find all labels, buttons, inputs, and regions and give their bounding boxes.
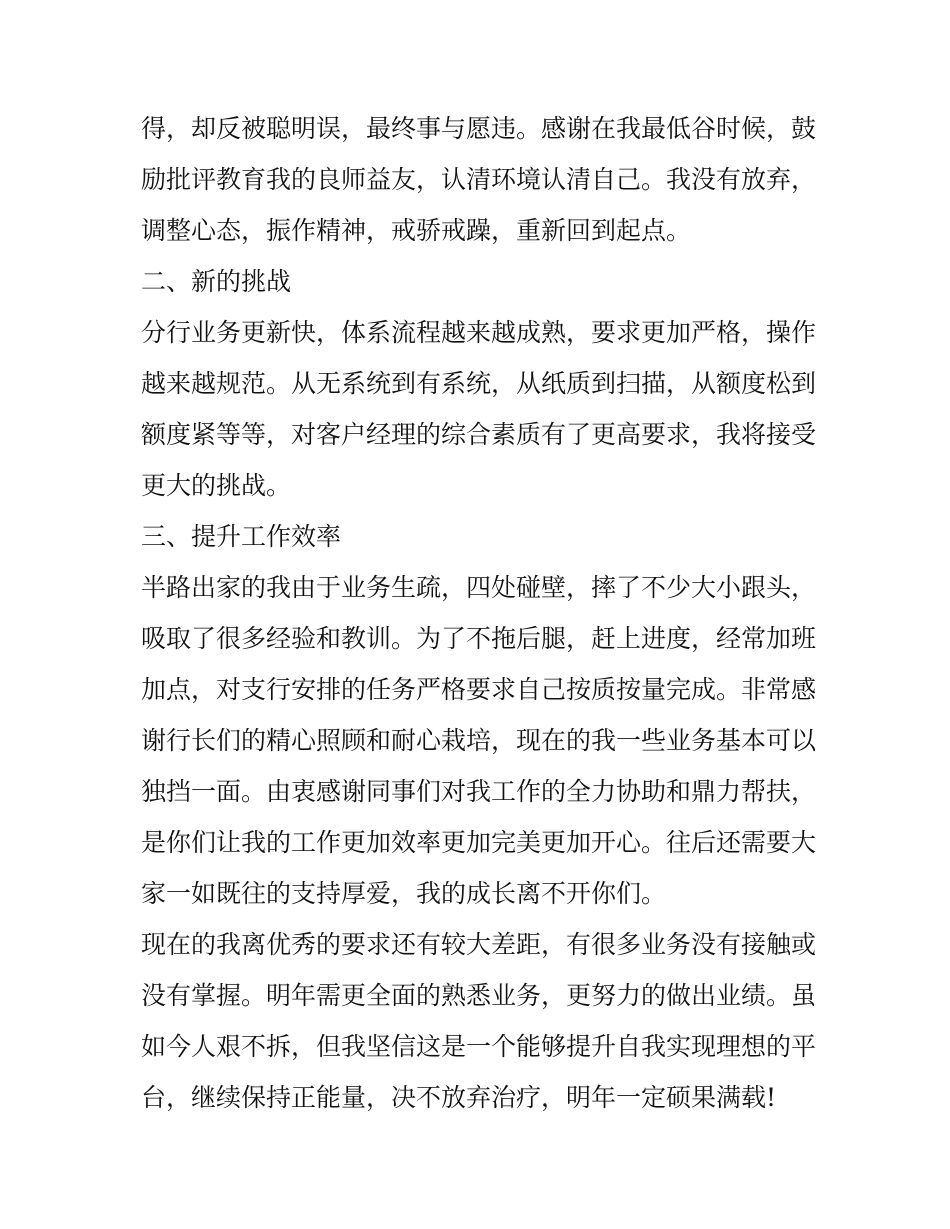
text-line: 励批评教育我的良师益友，认清环境认清自己。我没有放弃， (141, 165, 817, 194)
text-line: 谢行长们的精心照顾和耐心栽培，现在的我一些业务基本可以 (141, 726, 817, 755)
text-line: 台，继续保持正能量，决不放弃治疗，明年一定硕果满载! (141, 1083, 777, 1112)
text-line: 半路出家的我由于业务生疏，四处碰壁，摔了不少大小跟头， (141, 573, 817, 602)
text-line: 家一如既往的支持厚爱，我的成长离不开你们。 (141, 879, 667, 908)
text-line: 额度紧等等，对客户经理的综合素质有了更高要求，我将接受 (141, 420, 817, 449)
text-line: 加点，对支行安排的任务严格要求自己按质按量完成。非常感 (141, 675, 817, 704)
text-line: 二、新的挑战 (141, 267, 292, 296)
text-line: 更大的挑战。 (141, 471, 292, 500)
text-line: 是你们让我的工作更加效率更加完美更加开心。往后还需要大 (141, 828, 817, 857)
text-line: 越来越规范。从无系统到有系统，从纸质到扫描，从额度松到 (141, 369, 817, 398)
text-line: 没有掌握。明年需更全面的熟悉业务，更努力的做出业绩。虽 (141, 981, 817, 1010)
text-line: 三、提升工作效率 (141, 522, 342, 551)
text-line: 独挡一面。由衷感谢同事们对我工作的全力协助和鼎力帮扶， (141, 777, 817, 806)
text-line: 现在的我离优秀的要求还有较大差距，有很多业务没有接触或 (141, 930, 817, 959)
text-line: 调整心态，振作精神，戒骄戒躁，重新回到起点。 (141, 216, 692, 245)
text-line: 如今人艰不拆，但我坚信这是一个能够提升自我实现理想的平 (141, 1032, 817, 1061)
document-body (141, 103, 817, 1123)
text-line: 分行业务更新快，体系流程越来越成熟，要求更加严格，操作 (141, 318, 817, 347)
text-line: 得，却反被聪明误，最终事与愿违。感谢在我最低谷时候，鼓 (141, 114, 817, 143)
text-line: 吸取了很多经验和教训。为了不拖后腿，赶上进度，经常加班 (141, 624, 817, 653)
